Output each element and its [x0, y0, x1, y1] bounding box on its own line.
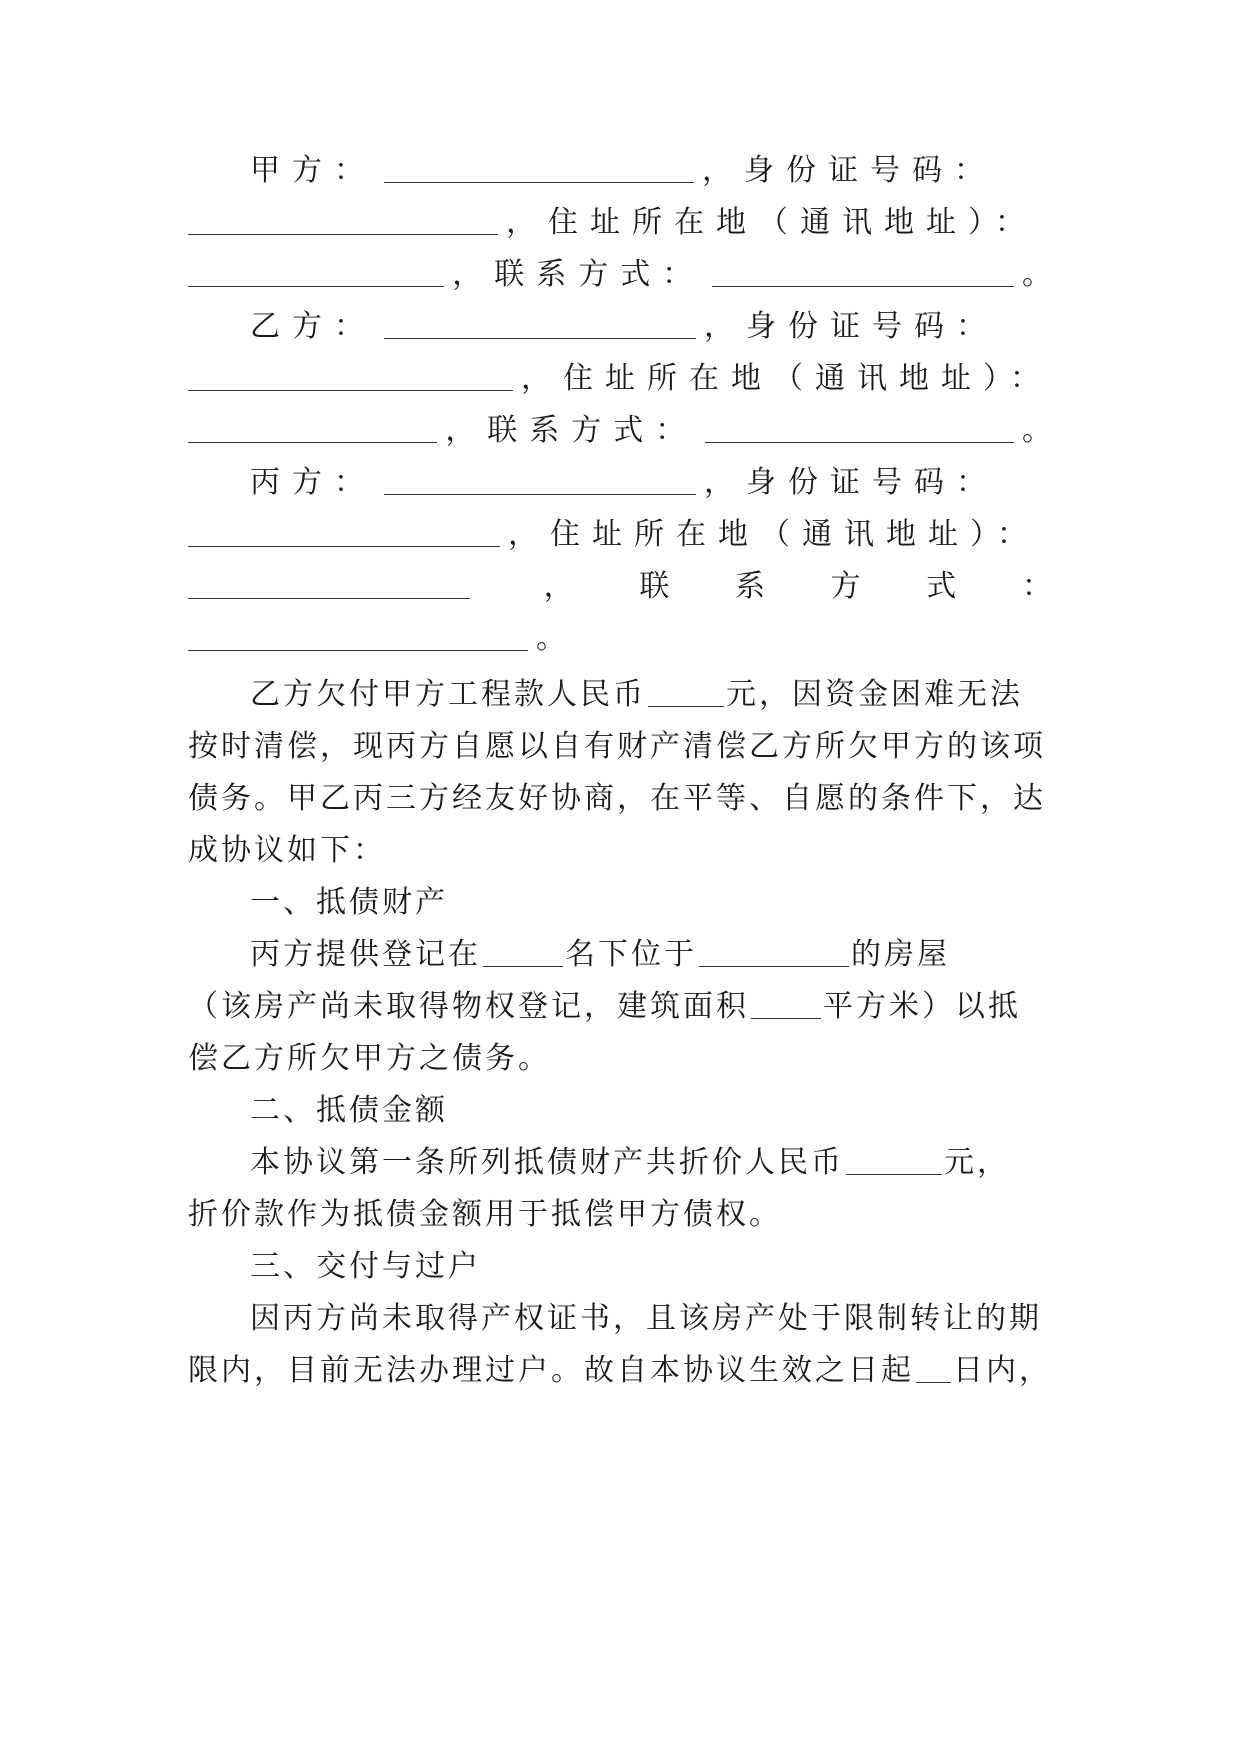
party-jia-addr-label: ，住址所在地（通讯地址）： — [506, 205, 1037, 240]
party-bing-contact-char-3: 方 — [830, 569, 861, 604]
party-yi-label: 乙方： — [250, 309, 376, 344]
intro-line-1 — [188, 662, 1052, 720]
party-yi-contact-blank — [705, 436, 1014, 443]
section1-heading — [188, 870, 1052, 928]
party-bing-line-4 — [188, 606, 1052, 664]
section3-line-1 — [188, 1286, 1052, 1344]
section1-text-2a: （该房产尚未取得物权登记，建筑面积 — [188, 989, 749, 1024]
party-yi-addr-label: ，住址所在地（通讯地址）： — [521, 361, 1052, 396]
party-bing-name-blank — [384, 488, 696, 495]
section1-line-3 — [188, 1026, 1052, 1084]
section2-text-1a: 本协议第一条所列抵债财产共折价人民币 — [250, 1145, 844, 1180]
section3-heading-text: 三、交付与过户 — [250, 1249, 481, 1284]
party-yi-contact-label: ，联系方式： — [445, 413, 698, 448]
party-jia-label: 甲方： — [250, 153, 376, 188]
party-bing-contact-comma: ， — [543, 569, 574, 604]
section2-line-2 — [188, 1182, 1052, 1240]
section3-text-1: 因丙方尚未取得产权证书，且该房产处于限制转让的期 — [250, 1301, 1042, 1336]
section2-amount-blank — [846, 1168, 942, 1175]
party-yi-end: 。 — [1022, 413, 1052, 448]
section2-heading — [188, 1078, 1052, 1136]
party-bing-line-1 — [188, 450, 1052, 508]
party-bing-addr-blank — [188, 592, 470, 599]
section1-heading-text: 一、抵债财产 — [250, 885, 448, 920]
section1-text-1c: 的房屋 — [851, 937, 950, 972]
party-bing-line-3 — [188, 554, 1052, 612]
party-bing-end: 。 — [536, 621, 566, 656]
section3-line-2 — [188, 1338, 1052, 1396]
section3-text-2b: 日内， — [953, 1353, 1052, 1388]
section3-days-blank — [916, 1376, 951, 1383]
party-bing-addr-label: ，住址所在地（通讯地址）： — [508, 517, 1039, 552]
intro-text-1b: 元，因资金困难无法 — [726, 677, 1023, 712]
party-bing-contact-char-2: 系 — [734, 569, 765, 604]
party-bing-contact-char-5: ： — [1021, 569, 1052, 604]
party-yi-id-label: ，身份证号码： — [704, 309, 998, 344]
intro-line-2 — [188, 714, 1052, 772]
party-jia-addr-blank — [188, 280, 444, 287]
party-jia-id-label: ，身份证号码： — [702, 153, 996, 188]
section1-owner-blank — [483, 960, 563, 967]
party-jia-contact-blank — [712, 280, 1014, 287]
intro-text-3: 债务。甲乙丙三方经友好协商，在平等、自愿的条件下，达 — [188, 781, 1046, 816]
party-jia-line-1 — [188, 138, 1052, 196]
section2-text-1b: 元， — [944, 1145, 1010, 1180]
intro-text-4: 成协议如下： — [188, 833, 386, 868]
section1-text-1a: 丙方提供登记在 — [250, 937, 481, 972]
party-jia-name-blank — [384, 176, 694, 183]
party-bing-line-2 — [188, 502, 1052, 560]
section2-line-1 — [188, 1130, 1052, 1188]
party-bing-id-label: ，身份证号码： — [704, 465, 998, 500]
party-yi-id-blank — [188, 384, 513, 391]
party-yi-line-2 — [188, 346, 1052, 404]
section1-location-blank — [699, 960, 849, 967]
party-bing-contact-char-4: 式 — [926, 569, 957, 604]
section1-line-1 — [188, 922, 1052, 980]
party-bing-label: 丙方： — [250, 465, 376, 500]
party-bing-contact-blank — [188, 644, 528, 651]
intro-text-1a: 乙方欠付甲方工程款人民币 — [250, 677, 646, 712]
section1-area-blank — [751, 1012, 821, 1019]
intro-line-3 — [188, 766, 1052, 824]
intro-amount-blank — [648, 700, 724, 707]
party-bing-id-blank — [188, 540, 500, 547]
section1-text-1b: 名下位于 — [565, 937, 697, 972]
intro-line-4 — [188, 818, 1052, 876]
section1-line-2 — [188, 974, 1052, 1032]
party-yi-addr-blank — [188, 436, 437, 443]
party-yi-line-1 — [188, 294, 1052, 352]
section2-text-2: 折价款作为抵债金额用于抵偿甲方债权。 — [188, 1197, 782, 1232]
party-jia-contact-label: ，联系方式： — [452, 257, 705, 292]
section2-heading-text: 二、抵债金额 — [250, 1093, 448, 1128]
section1-text-3: 偿乙方所欠甲方之债务。 — [188, 1041, 551, 1076]
party-jia-id-blank — [188, 228, 498, 235]
party-jia-line-3 — [188, 242, 1052, 300]
section3-heading — [188, 1234, 1052, 1292]
section1-text-2b: 平方米）以抵 — [823, 989, 1021, 1024]
intro-text-2: 按时清偿，现丙方自愿以自有财产清偿乙方所欠甲方的该项 — [188, 729, 1046, 764]
party-jia-line-2 — [188, 190, 1052, 248]
party-jia-end: 。 — [1022, 257, 1052, 292]
party-bing-contact-char-1: 联 — [639, 569, 670, 604]
party-yi-line-3 — [188, 398, 1052, 456]
party-yi-name-blank — [384, 332, 696, 339]
section3-text-2a: 限内，目前无法办理过户。故自本协议生效之日起 — [188, 1353, 914, 1388]
